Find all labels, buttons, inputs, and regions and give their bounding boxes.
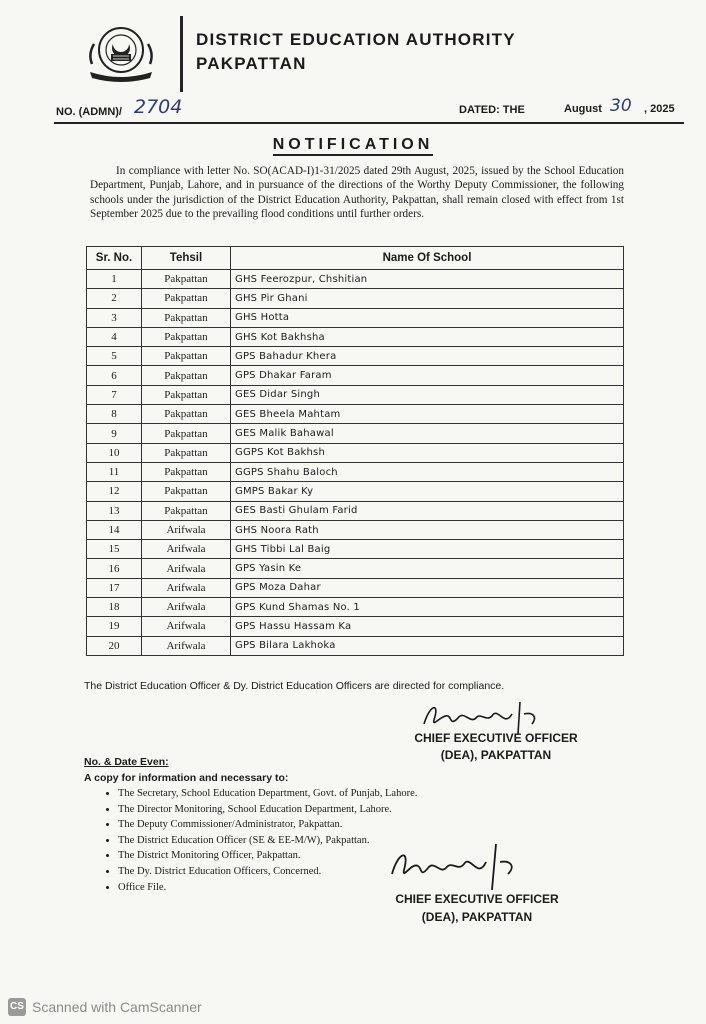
cell-tehsil: Arifwala [142,617,231,636]
reference-number: 2704 [134,96,183,118]
cell-sr-no: 18 [87,598,142,617]
copy-recipient-item: • The Deputy Commissioner/Administrator, Pakpattan. [118,817,438,833]
table-row [87,308,624,327]
cell-school-name: GPS Bilara Lakhoka [231,636,624,655]
cell-school-name: GES Didar Singh [231,385,624,404]
cell-tehsil: Pakpattan [142,327,231,346]
cell-school-name: GGPS Shahu Baloch [231,462,624,481]
cell-school-name: GPS Moza Dahar [231,578,624,597]
cell-school-name: GPS Dhakar Faram [231,366,624,385]
dated-label: DATED: THE [459,104,525,116]
table-row [87,405,624,424]
punjab-government-emblem-icon [84,20,158,86]
cell-school-name: GES Malik Bahawal [231,424,624,443]
copy-recipient-item: • The Secretary, School Education Department, Govt. of Punjab, Lahore. [118,786,438,802]
header-school-name: Name Of School [231,247,624,270]
date-even-label: No. & Date Even: [84,756,169,768]
scanner-footer [8,998,202,1016]
cell-sr-no: 13 [87,501,142,520]
cell-tehsil: Pakpattan [142,347,231,366]
cell-sr-no: 12 [87,482,142,501]
cell-tehsil: Pakpattan [142,462,231,481]
cell-sr-no: 1 [87,270,142,289]
copy-recipient-item: • Office File. [118,880,438,896]
organization-line-1: DISTRICT EDUCATION AUTHORITY [196,30,516,49]
copy-recipient-item: • The District Monitoring Officer, Pakpattan. [118,848,438,864]
table-body [87,270,624,656]
organization-name [196,28,516,76]
copy-recipient-item: • The Director Monitoring, School Education Department, Lahore. [118,802,438,818]
cell-tehsil: Arifwala [142,520,231,539]
date-month: August [564,103,602,115]
organization-line-2: PAKPATTAN [196,54,307,73]
table-row [87,598,624,617]
cell-school-name: GPS Yasin Ke [231,559,624,578]
cell-sr-no: 9 [87,424,142,443]
table-row [87,617,624,636]
cell-school-name: GPS Bahadur Khera [231,347,624,366]
cell-tehsil: Arifwala [142,559,231,578]
table-header-row [87,247,624,270]
cell-sr-no: 17 [87,578,142,597]
signature-1-line-1: CHIEF EXECUTIVE OFFICER [414,731,578,745]
header-sr-no: Sr. No. [87,247,142,270]
cell-school-name: GHS Tibbi Lal Baig [231,540,624,559]
document-title [0,136,706,154]
cell-school-name: GHS Noora Rath [231,520,624,539]
cell-tehsil: Arifwala [142,540,231,559]
signature-2-line-1: CHIEF EXECUTIVE OFFICER [395,892,559,906]
copy-recipient-item: • The Dy. District Education Officers, Concerned. [118,864,438,880]
cell-tehsil: Pakpattan [142,366,231,385]
table-row [87,636,624,655]
cell-sr-no: 6 [87,366,142,385]
cell-sr-no: 15 [87,540,142,559]
cell-school-name: GPS Kund Shamas No. 1 [231,598,624,617]
scanner-footer-text: Scanned with CamScanner [32,999,202,1015]
cell-tehsil: Pakpattan [142,385,231,404]
table-row [87,559,624,578]
cell-sr-no: 11 [87,462,142,481]
table-row [87,424,624,443]
table-row [87,482,624,501]
cell-sr-no: 20 [87,636,142,655]
cell-tehsil: Pakpattan [142,501,231,520]
cell-school-name: GES Bheela Mahtam [231,405,624,424]
cell-school-name: GGPS Kot Bakhsh [231,443,624,462]
date-day: 30 [610,96,632,116]
table-row [87,540,624,559]
cell-sr-no: 2 [87,289,142,308]
cell-tehsil: Arifwala [142,598,231,617]
cell-tehsil: Pakpattan [142,270,231,289]
cell-school-name: GHS Hotta [231,308,624,327]
table-row [87,443,624,462]
camscanner-logo-icon: CS [8,998,26,1016]
notification-paragraph: In compliance with letter No. SO(ACAD-I)1-31/2025 dated 29th August, 2025, issued by the School Education Department, Punjab, Lahore, and in pursuance of the directions of the Worthy Deputy Commissioner, the following schools under the jurisdiction of the District Education Authority, Pakpattan, shall remain closed with effect from 1st September 2025 due to the prevailing flood conditions until further orders. [90,165,624,221]
table-row [87,289,624,308]
cell-school-name: GPS Hassu Hassam Ka [231,617,624,636]
cell-tehsil: Pakpattan [142,482,231,501]
signature-2-line-2: (DEA), PAKPATTAN [421,910,533,924]
signature-2-title [372,890,582,926]
table-row [87,462,624,481]
cell-school-name: GHS Feerozpur, Chshitian [231,270,624,289]
cell-sr-no: 14 [87,520,142,539]
copy-intro: A copy for information and necessary to: [84,772,289,784]
cell-sr-no: 7 [87,385,142,404]
cell-tehsil: Pakpattan [142,289,231,308]
table-row [87,578,624,597]
table-row [87,347,624,366]
date-year: , 2025 [644,103,675,115]
compliance-note: The District Education Officer & Dy. District Education Officers are directed for compliance. [84,680,505,692]
cell-sr-no: 16 [87,559,142,578]
cell-school-name: GHS Pir Ghani [231,289,624,308]
cell-tehsil: Pakpattan [142,405,231,424]
table-row [87,385,624,404]
header-tehsil: Tehsil [142,247,231,270]
table-row [87,501,624,520]
signature-2-image [386,838,536,894]
cell-tehsil: Pakpattan [142,424,231,443]
table-row [87,327,624,346]
table-row [87,270,624,289]
table-row [87,366,624,385]
cell-tehsil: Arifwala [142,578,231,597]
cell-sr-no: 3 [87,308,142,327]
cell-sr-no: 4 [87,327,142,346]
signature-1-title [396,730,596,764]
document-title-text: NOTIFICATION [273,136,434,156]
copy-recipient-item: • The District Education Officer (SE & EE-M/W), Pakpattan. [118,833,438,849]
header-divider [180,16,183,92]
cell-tehsil: Pakpattan [142,308,231,327]
reference-line [54,96,684,122]
cell-sr-no: 10 [87,443,142,462]
cell-school-name: GMPS Bakar Ky [231,482,624,501]
header-rule [54,122,684,124]
table-row [87,520,624,539]
cell-tehsil: Pakpattan [142,443,231,462]
schools-table [86,246,624,656]
cell-tehsil: Arifwala [142,636,231,655]
cell-school-name: GES Basti Ghulam Farid [231,501,624,520]
signature-1-line-2: (DEA), PAKPATTAN [440,748,552,762]
reference-label: NO. (ADMN)/ [56,106,122,118]
cell-sr-no: 19 [87,617,142,636]
cell-school-name: GHS Kot Bakhsha [231,327,624,346]
cell-sr-no: 8 [87,405,142,424]
cell-sr-no: 5 [87,347,142,366]
